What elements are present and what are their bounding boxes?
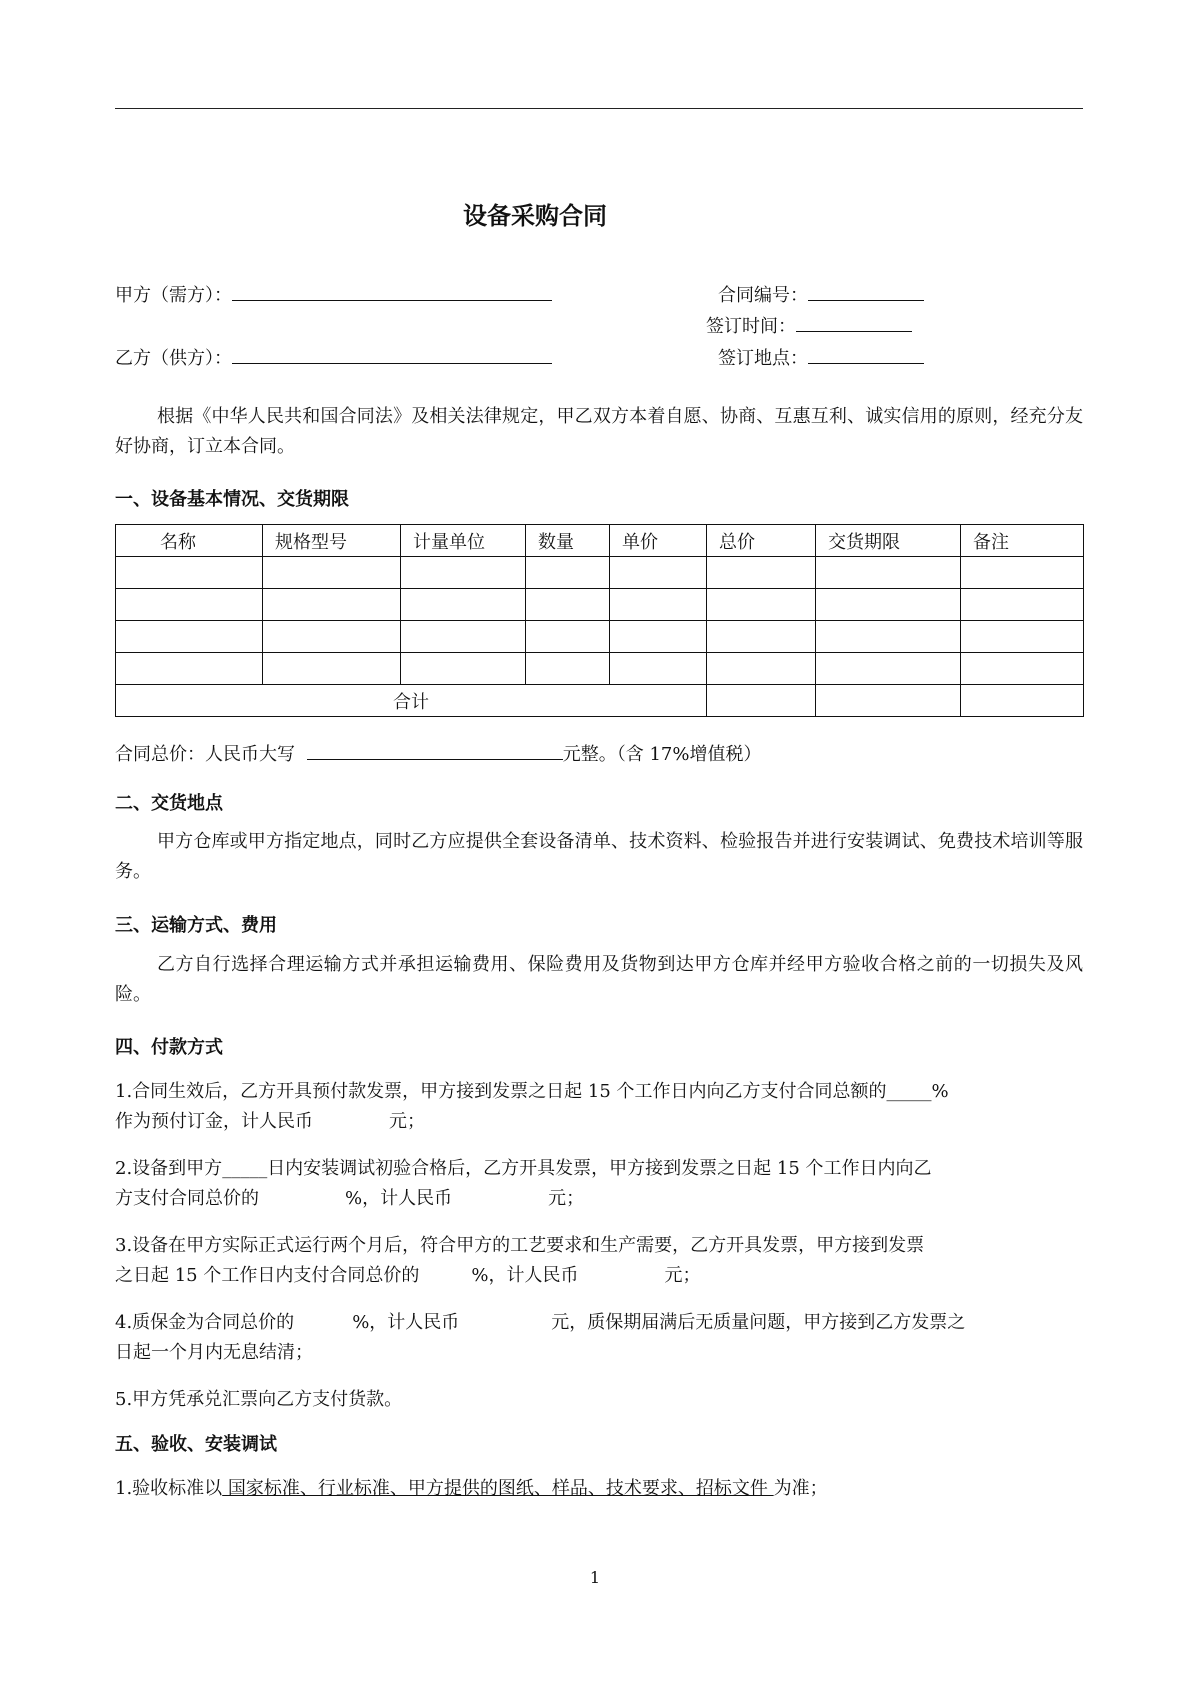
payment-item3-text-b: 之日起 15 个工作日内支付合同总价的 — [115, 1265, 420, 1286]
col-unit: 计量单位 — [401, 525, 526, 557]
payment-item4-text-c: 元，质保期届满后无质量问题，甲方接到乙方发票之 — [551, 1312, 966, 1333]
payment-item3-text-c: %，计人民币 — [471, 1265, 579, 1286]
document-title: 设备采购合同 — [463, 202, 607, 230]
sign-place-field[interactable] — [808, 345, 924, 364]
payment-item3-line2 — [115, 1261, 700, 1287]
col-remarks: 备注 — [961, 525, 1084, 557]
total-price-suffix: 元整。（含 17%增值税） — [562, 744, 762, 765]
payment-item2-line2 — [115, 1184, 584, 1210]
payment-item2-text-b: 日内安装调试初验合格后，乙方开具发票，甲方接到发票之日起 15 个工作日内向乙 — [267, 1158, 932, 1179]
party-b-label: 乙方（供方）： — [115, 348, 232, 369]
header-rule — [115, 108, 1083, 109]
table-total-row — [116, 685, 1084, 717]
payment-item4-text-a: 4.质保金为合同总价的 — [115, 1312, 295, 1333]
contract-no-label: 合同编号： — [718, 285, 808, 306]
col-total-price: 总价 — [707, 525, 816, 557]
section4-heading: 四、付款方式 — [115, 1037, 223, 1058]
payment-item2-line1 — [115, 1154, 932, 1180]
acceptance-item1-text-b: 为准； — [773, 1478, 828, 1499]
party-a-line — [115, 281, 552, 307]
yuan-text: 元； — [664, 1265, 701, 1286]
payment-item2-text-d: %，计人民币 — [345, 1188, 453, 1209]
party-b-line — [115, 344, 552, 370]
total-price-cell[interactable] — [707, 685, 816, 717]
payment-item2-text-c: 方支付合同总价的 — [115, 1188, 259, 1209]
table-row — [116, 653, 1084, 685]
section5-heading: 五、验收、安装调试 — [115, 1434, 277, 1455]
page-number: 1 — [589, 1568, 601, 1587]
total-price-line — [115, 740, 761, 766]
sign-place-line — [718, 344, 924, 370]
col-qty: 数量 — [526, 525, 610, 557]
payment-item4-text-b: %，计人民币 — [352, 1312, 460, 1333]
payment-item1-line2 — [115, 1107, 425, 1133]
acceptance-standards: 国家标准、行业标准、甲方提供的图纸、样品、技术要求、招标文件 — [222, 1478, 774, 1499]
section3-text: 乙方自行选择合理运输方式并承担运输费用、保险费用及货物到达甲方仓库并经甲方验收合格之前的一切损失及风险。 — [115, 954, 1083, 1005]
total-price-prefix: 合同总价：人民币大写 — [115, 744, 295, 765]
payment-item1-text2: 作为预付订金，计人民币 — [115, 1111, 313, 1132]
table-row — [116, 557, 1084, 589]
payment-item1-text: 1.合同生效后，乙方开具预付款发票，甲方接到发票之日起 15 个工作日内向乙方支付合同总额的 — [115, 1081, 887, 1102]
sign-place-label: 签订地点： — [718, 348, 808, 369]
table-row — [116, 589, 1084, 621]
contract-no-line — [718, 281, 924, 307]
acceptance-item1-text-a: 1.验收标准以 — [115, 1478, 223, 1499]
acceptance-item1 — [115, 1474, 828, 1500]
payment-item4-line2: 日起一个月内无息结清； — [115, 1342, 313, 1363]
section1-heading: 一、设备基本情况、交货期限 — [115, 489, 349, 510]
table-row — [116, 621, 1084, 653]
total-price-words-field[interactable] — [307, 741, 563, 760]
party-a-label: 甲方（需方）： — [115, 285, 232, 306]
payment-item1-percent-field[interactable]: _____ — [886, 1081, 932, 1102]
payment-item1-line1 — [115, 1077, 949, 1103]
section3-heading: 三、运输方式、费用 — [115, 915, 277, 936]
payment-item3-line1: 3.设备在甲方实际正式运行两个月后，符合甲方的工艺要求和生产需要，乙方开具发票，甲方接到发票 — [115, 1235, 925, 1256]
yuan-text: 元； — [389, 1111, 425, 1132]
col-spec: 规格型号 — [263, 525, 401, 557]
sign-time-field[interactable] — [796, 313, 912, 332]
equipment-table — [115, 524, 1084, 717]
party-a-field[interactable] — [232, 282, 552, 301]
col-name: 名称 — [116, 525, 263, 557]
col-delivery: 交货期限 — [816, 525, 961, 557]
percent-sign: % — [931, 1081, 949, 1102]
payment-item4-line1 — [115, 1308, 965, 1334]
sign-time-line — [706, 312, 912, 338]
party-b-field[interactable] — [232, 345, 552, 364]
section2-text: 甲方仓库或甲方指定地点，同时乙方应提供全套设备清单、技术资料、检验报告并进行安装调试、免费技术培训等服务。 — [115, 831, 1083, 882]
intro-paragraph: 根据《中华人民共和国合同法》及相关法律规定，甲乙双方本着自愿、协商、互惠互利、诚实信用的原则，经充分友好协商，订立本合同。 — [115, 406, 1083, 457]
total-label: 合计 — [116, 685, 707, 717]
section2-heading: 二、交货地点 — [115, 793, 223, 814]
payment-item2-days-field[interactable]: _____ — [222, 1158, 268, 1179]
table-header-row — [116, 525, 1084, 557]
contract-no-field[interactable] — [808, 282, 924, 301]
col-unit-price: 单价 — [610, 525, 707, 557]
payment-item2-text: 2.设备到甲方 — [115, 1158, 223, 1179]
payment-item5: 5.甲方凭承兑汇票向乙方支付货款。 — [115, 1389, 403, 1410]
yuan-text: 元； — [548, 1188, 585, 1209]
sign-time-label: 签订时间： — [706, 316, 796, 337]
